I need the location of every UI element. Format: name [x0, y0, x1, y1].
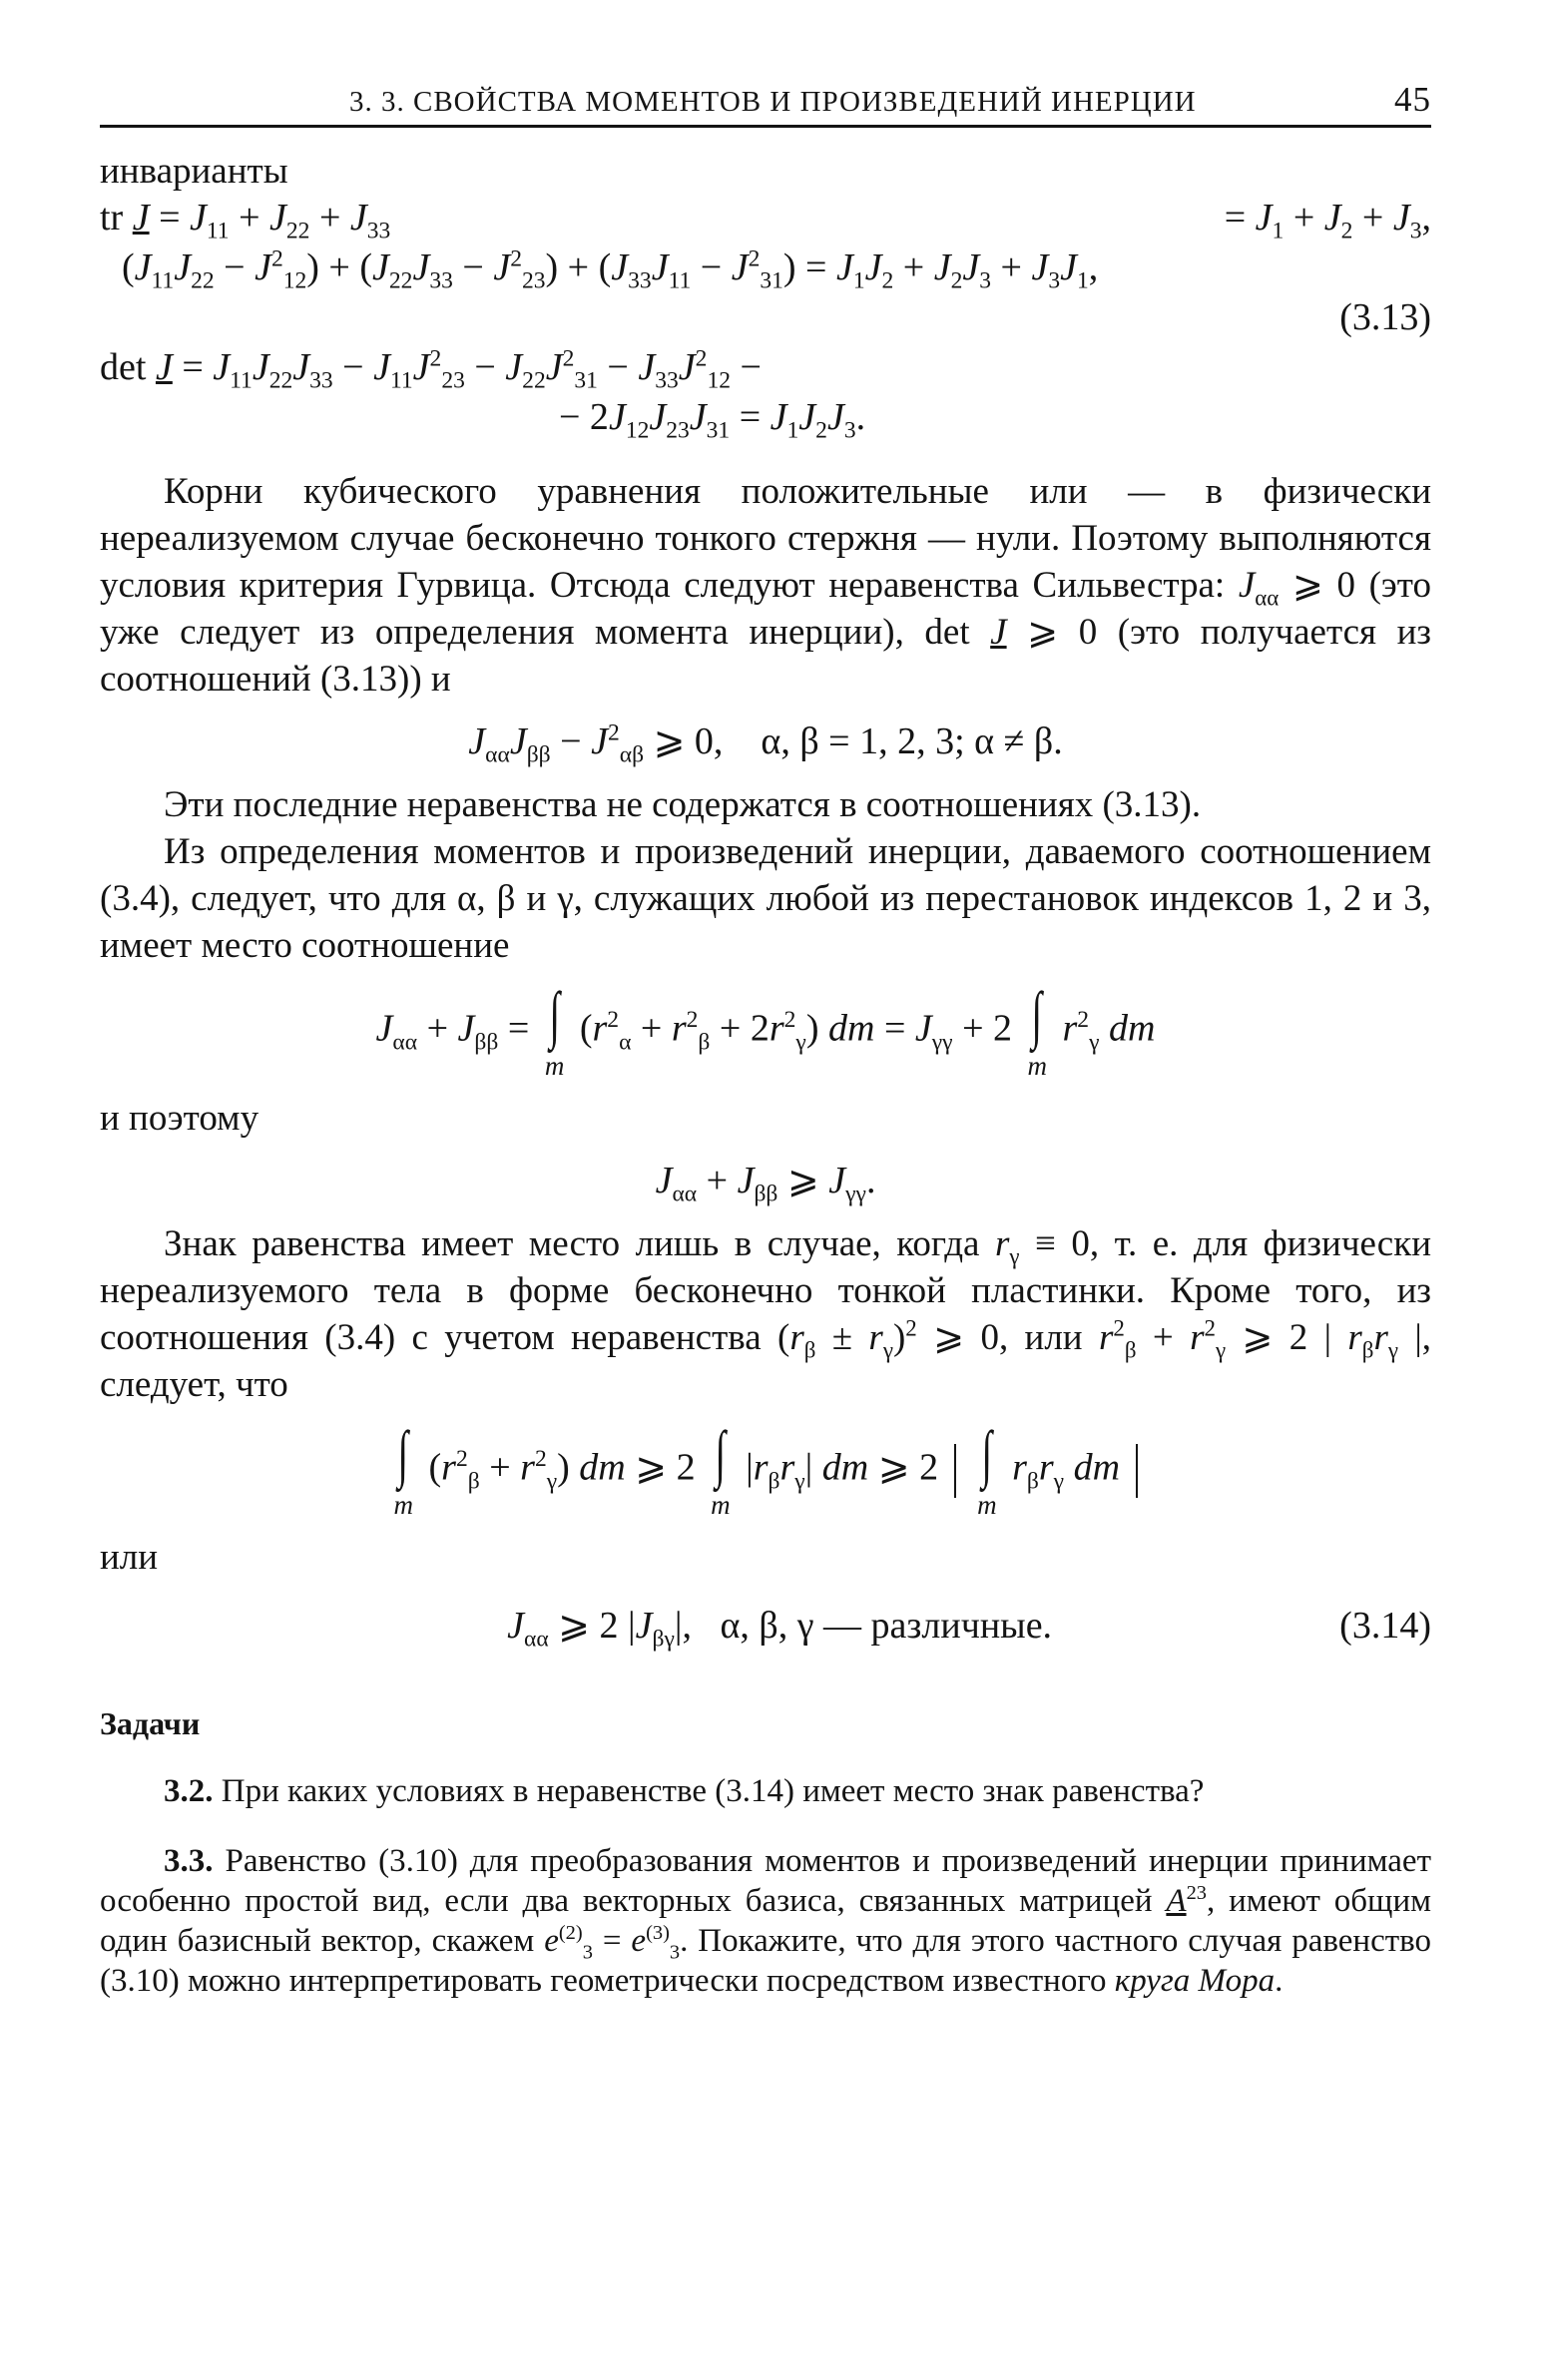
equation-second-invariant: $(J_{11}J_{22} - J^2_{12}) + (J_{22}J_{33} - J^2_{23}) + (J_{33}J_{11} - J^2_{31}) = J_1J_2 + J_2J_3 + J_3J_1$,: [122, 245, 1099, 294]
paragraph-not-contained: Эти последние неравенства не содержатся в соотношениях (3.13).: [164, 784, 1202, 825]
task-3-3: 3.3. Равенство (3.10) для преобразования моментов и произведений инерции принимает особенно простой вид, если два векторных базиса, связанных матрицей $A^{23}$, имеют общим один базисный вектор, скажем $e^{(2)}_3 = e^{(3)}_3$. Покажите, что для этого частного случая равенство (3.10) можно интерпретировать геометрически посредством известного круга Мора.: [100, 1843, 1432, 1999]
equation-sylvester: $J_{\alpha\alpha}J_{\beta\beta} - J^2_{\alpha\beta}$ ⩾ 0, α, β = 1, 2, 3; α ≠ β.: [468, 719, 1063, 768]
tasks-heading: Задачи: [100, 1705, 201, 1741]
equation-trace: tr $J = J_{11} + J_{22} + J_{33}$ = $J_1 + J_2 + J_3$,: [100, 197, 1431, 244]
paragraph-equality: Знак равенства имеет место лишь в случае, когда $r_\gamma \equiv 0$, т. е. для физически нереализуемого тела в форме бесконечно тонкой пластинки. Кроме того, из соотношения (3.4) с учетом неравенства $(r_\beta \pm r_\gamma)^2$ ⩾ 0, или $r^2_\beta + r^2_\gamma$ ⩾ 2 | $r_\beta r_\gamma$ |, следует, что: [100, 1223, 1432, 1405]
page-number: 45: [1394, 80, 1431, 119]
or-label: или: [100, 1537, 159, 1578]
equation-triangle: $J_{\alpha\alpha} + J_{\beta\beta}$ ⩾ $J_{\gamma\gamma}$.: [655, 1160, 876, 1207]
tasks-section: [100, 1703, 1431, 2001]
equation-314: $J_{\alpha\alpha}$ ⩾ 2 $|J_{\beta\gamma}|$, α, β, γ — различные. (3.14): [507, 1605, 1431, 1653]
paragraph-hurwitz: Корни кубического уравнения положительные или — в физически нереализуемом случае бесконечно тонкого стержня — нули. Поэтому выполняются условия критерия Гурвица. Отсюда следуют неравенства Сильвестра: $J_{\alpha\alpha}$ ⩾ 0 (это уже следует из определения момента инерции), det J ⩾ 0 (это получается из соотношений (3.13)) и: [100, 471, 1432, 700]
equation-determinant-cont: − $2J_{12}J_{23}J_{31} = J_1J_2J_3$.: [559, 396, 866, 444]
equation-number-313: (3.13): [1339, 296, 1431, 338]
page-body: [100, 148, 1431, 2001]
equation-determinant: $\det J = J_{11}J_{22}J_{33} - J_{11}J^2_{23} - J_{22}J^2_{31} - J_{33}J^2_{12}$ −: [100, 345, 762, 394]
task-3-2: 3.2. При каких условиях в неравенстве (3.14) имеет место знак равенства?: [164, 1773, 1205, 1809]
page: [100, 80, 1431, 2031]
equation-integral-inequality: ∫ m $(r^2_\beta + r^2_\gamma)$ dm ⩾ 2 ∫ m $|r_\beta r_\gamma|$ dm ⩾ 2 ∫ m $r_\beta r_\gamma$ dm: [100, 1424, 1431, 1518]
running-header: [100, 80, 1431, 128]
invariants-label: инварианты: [100, 151, 288, 192]
equation-integral-sum: $J_{\alpha\alpha} + J_{\beta\beta}$ = ∫ m $(r^2_\alpha + r^2_\beta + 2r^2_\gamma)$ dm = $J_{\gamma\gamma} + 2$ ∫ m $r^2_\gamma$ dm: [375, 979, 1156, 1081]
paragraph-definition: Из определения моментов и произведений инерции, даваемого соотношением (3.4), следует, что для α, β и γ, служащих любой из перестановок индексов 1, 2 и 3, имеет место соотношение: [100, 831, 1431, 966]
header-title: 3. 3. СВОЙСТВА МОМЕНТОВ И ПРОИЗВЕДЕНИЙ ИНЕРЦИИ: [349, 86, 1197, 118]
therefore-label: и поэтому: [100, 1098, 259, 1139]
